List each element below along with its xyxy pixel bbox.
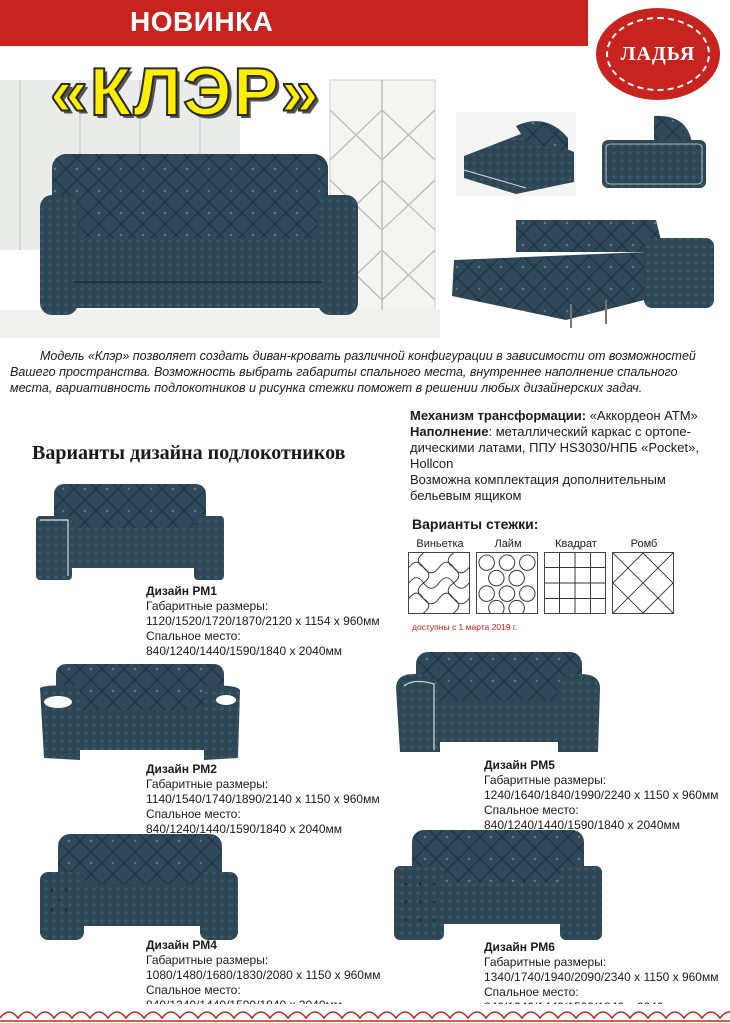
product-description bbox=[10, 348, 722, 396]
design-name: Дизайн РМ2 bbox=[146, 762, 217, 776]
specifications bbox=[410, 408, 725, 472]
sleep-value: 840/1240/1440/1590/1840 х 2040мм bbox=[146, 822, 343, 836]
description-text: Модель «Клэр» позволяет создать диван-кровать различной конфигурации в зависимости от возможностей Вашего пространства. Возможность выбрать габариты спального места, внутреннее наполнение спального места, вариативность подлокотников и рисунка стежки поможет в решении любых дизайнерских задач. bbox=[10, 349, 696, 395]
mechanism-line bbox=[410, 408, 725, 424]
sleep-label: Спальное место: bbox=[146, 807, 241, 821]
stitch-label: Лайм bbox=[494, 538, 522, 550]
design-rm6-photo bbox=[392, 826, 606, 944]
logo-text: ЛАДЬЯ bbox=[620, 42, 696, 65]
stitch-availability-note: доступны с 1 марта 2019 г. bbox=[412, 622, 518, 632]
dims-value: 1140/1540/1740/1890/2140 х 1150 х 960мм bbox=[146, 792, 380, 806]
filling-value: : металлический каркас с ортопе-дическими латами, ППУ HS3030/НПБ «Pocket», Hollcon bbox=[410, 424, 699, 471]
dims-value: 1080/1480/1680/1830/2080 х 1150 х 960мм bbox=[146, 968, 381, 982]
unfolded-bed-photo bbox=[446, 212, 720, 330]
product-title: «КЛЭР» bbox=[50, 54, 321, 130]
stitch-label: Ромб bbox=[630, 538, 658, 550]
stitch-option-lime bbox=[476, 538, 540, 619]
sleep-label: Спальное место: bbox=[146, 629, 241, 643]
stitch-label: Виньетка bbox=[416, 538, 464, 550]
armrest-side-photo bbox=[596, 110, 714, 196]
filling-label: Наполнение bbox=[410, 424, 489, 439]
design-name: Дизайн РМ5 bbox=[484, 758, 555, 772]
design-name: Дизайн РМ6 bbox=[484, 940, 555, 954]
rhombus-pattern-icon bbox=[612, 552, 674, 614]
sleep-label: Спальное место: bbox=[484, 803, 579, 817]
dims-label: Габаритные размеры: bbox=[146, 953, 269, 967]
filling-line bbox=[410, 424, 725, 472]
dims-value: 1120/1520/1720/1870/2120 х 1154 х 960мм bbox=[146, 614, 380, 628]
sleep-label: Спальное место: bbox=[146, 983, 241, 997]
vignette-pattern-icon bbox=[408, 552, 470, 614]
dims-value: 1240/1640/1840/1990/2240 х 1150 х 960мм bbox=[484, 788, 719, 802]
logo-ornament bbox=[606, 17, 710, 91]
design-name: Дизайн РМ1 bbox=[146, 584, 217, 598]
design-rm2-photo bbox=[36, 658, 244, 766]
design-rm4 bbox=[146, 938, 380, 1013]
armrest-closeup-photo bbox=[456, 112, 576, 196]
dims-label: Габаритные размеры: bbox=[484, 773, 607, 787]
design-rm2 bbox=[146, 762, 380, 837]
stitching-title: Варианты стежки: bbox=[412, 516, 539, 532]
new-badge: НОВИНКА bbox=[130, 6, 274, 37]
stitch-option-rhombus bbox=[612, 538, 676, 619]
sleep-value: 840/1240/1440/1590/1840 х 2040мм bbox=[484, 818, 681, 832]
extra-option: Возможна комплектация дополнительным бельевым ящиком bbox=[410, 472, 666, 503]
design-rm1-photo bbox=[30, 478, 230, 586]
square-pattern-icon bbox=[544, 552, 606, 614]
sleep-value: 840/1240/1440/1590/1840 х 2040мм bbox=[146, 644, 343, 658]
stitch-label: Квадрат bbox=[555, 538, 597, 550]
dims-label: Габаритные размеры: bbox=[146, 599, 269, 613]
armrest-section-title: Варианты дизайна подлокотников bbox=[32, 442, 346, 464]
design-rm4-photo bbox=[36, 830, 242, 944]
mechanism-label: Механизм трансформации: bbox=[410, 408, 587, 423]
lime-pattern-icon bbox=[476, 552, 538, 614]
brand-logo bbox=[596, 8, 720, 100]
mechanism-value: «Аккордеон АТМ» bbox=[589, 408, 698, 423]
design-name: Дизайн РМ4 bbox=[146, 938, 217, 952]
dims-label: Габаритные размеры: bbox=[484, 955, 607, 969]
design-rm5-photo bbox=[394, 648, 604, 758]
stitch-option-square bbox=[544, 538, 608, 619]
stitch-option-vignette bbox=[408, 538, 472, 619]
design-rm5 bbox=[484, 758, 718, 833]
design-rm1 bbox=[146, 584, 380, 659]
dims-value: 1340/1740/1940/2090/2340 х 1150 х 960мм bbox=[484, 970, 719, 984]
ornamental-footer bbox=[0, 1004, 730, 1023]
sleep-label: Спальное место: bbox=[484, 985, 579, 999]
dims-label: Габаритные размеры: bbox=[146, 777, 269, 791]
